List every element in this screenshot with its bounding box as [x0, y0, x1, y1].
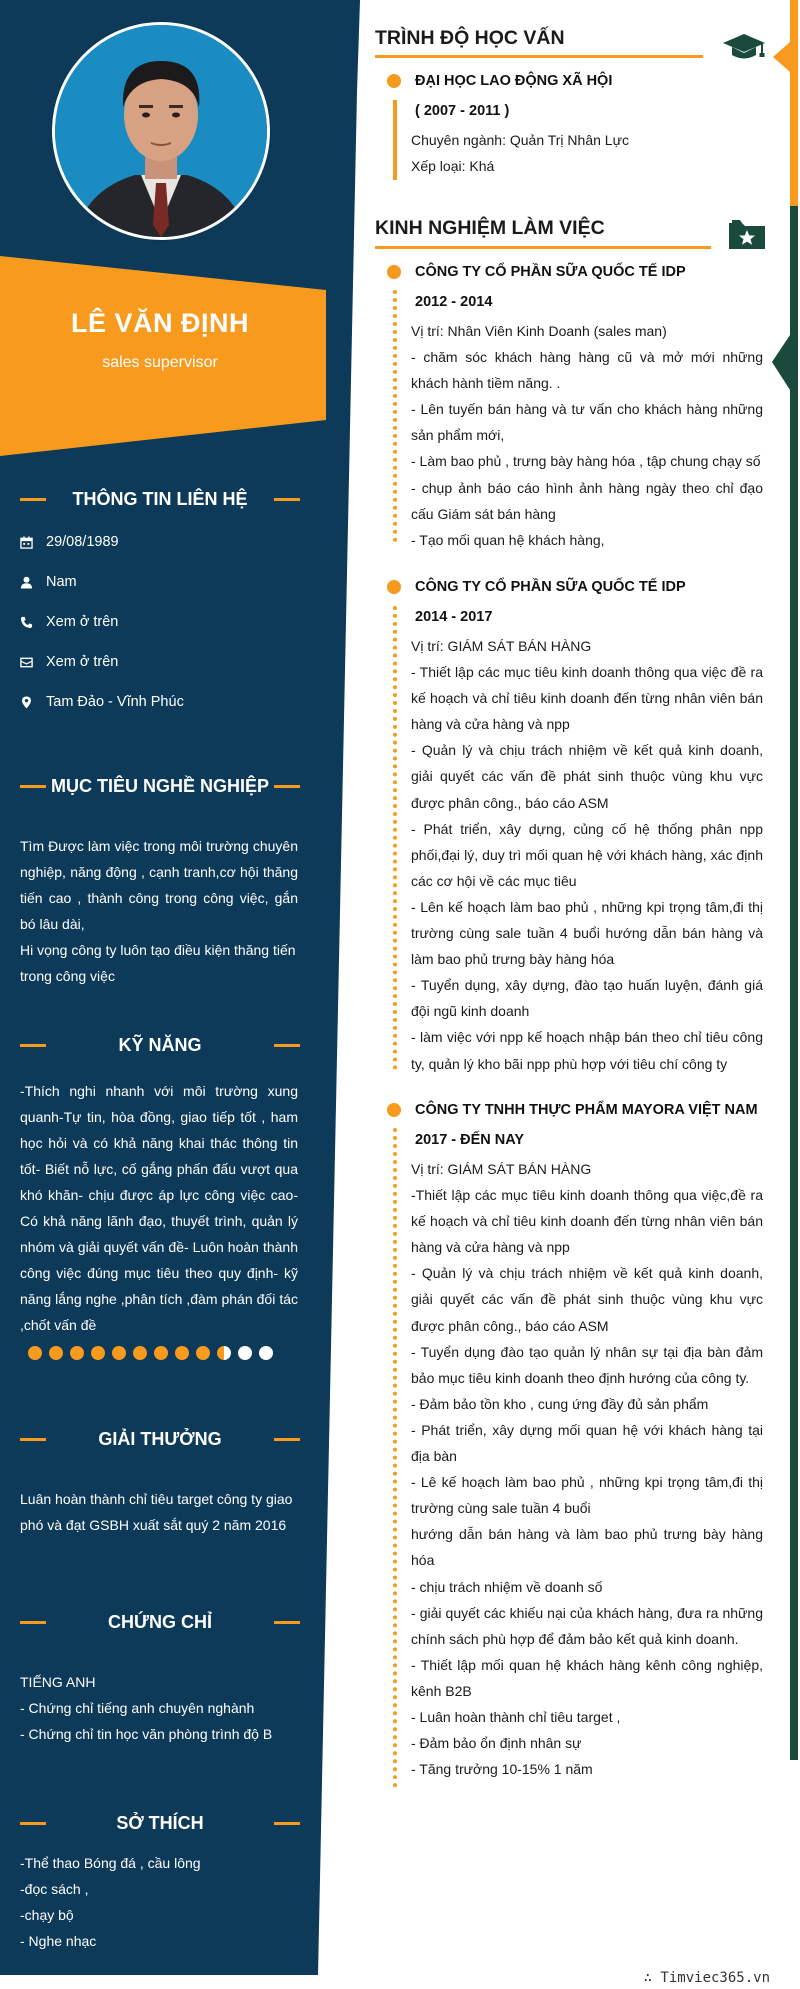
skills-text: -Thích nghi nhanh với môi trường xung quanh-Tự tin, hòa đồng, giao tiếp tốt , ham học hỏi và có khả năng khai thác thông tin tốt- Biết nỗ lực, cố gắng phấn đấu vượt qua khó khăn- chịu được áp lực công việc cao- Có khả năng lãnh đạo, thuyết trình, quản lý nhóm và giải quyết vấn đề- Luôn hoàn thành công việc đúng mục tiêu theo quy định- kỹ năng lắng nghe ,phân tích ,đàm phán đối tác ,chốt vấn đề: [20, 1083, 298, 1333]
job-1-timeline: [393, 290, 397, 542]
job-3-bullet: [387, 1103, 401, 1117]
avatar: [52, 22, 270, 240]
certificates-heading: CHỨNG CHỈ: [20, 1607, 300, 1637]
job-3-company: CÔNG TY TNHH THỰC PHẨM MAYORA VIỆT NAM: [415, 1102, 758, 1118]
skill-rating-dot: [259, 1346, 273, 1360]
contact-address: Tam Đảo - Vĩnh Phúc: [20, 691, 184, 713]
skill-rating-dot: [175, 1346, 189, 1360]
contact-heading: THÔNG TIN LIÊN HỆ: [20, 484, 300, 514]
job-3-timeline: [393, 1128, 397, 1788]
education-period: ( 2007 - 2011 ): [415, 103, 510, 119]
education-heading-underline: [375, 55, 703, 58]
certificates-text: TIẾNG ANH - Chứng chỉ tiếng anh chuyên nghành - Chứng chỉ tin học văn phòng trình độ B: [20, 1674, 273, 1742]
skill-rating-dot: [91, 1346, 105, 1360]
calendar-icon: [20, 536, 46, 549]
hobbies-heading: SỞ THÍCH: [20, 1808, 300, 1838]
user-icon: [20, 576, 46, 589]
skill-rating-dot: [217, 1346, 231, 1360]
graduation-cap-icon: [722, 32, 766, 64]
skill-rating-dot: [112, 1346, 126, 1360]
footer-brand: ∴ Timviec365.vn: [643, 1970, 770, 1986]
job-1-bullet: [387, 265, 401, 279]
objective-heading: MỤC TIÊU NGHỀ NGHIỆP: [20, 771, 300, 801]
folder-star-icon: [728, 218, 766, 250]
job-2-timeline: [393, 606, 397, 1070]
job-1-company: CÔNG TY CỔ PHẦN SỮA QUỐC TẾ IDP: [415, 264, 686, 280]
contact-birthday: 29/08/1989: [20, 531, 119, 553]
education-school: ĐẠI HỌC LAO ĐỘNG XÃ HỘI: [415, 73, 613, 89]
candidate-name: LÊ VĂN ĐỊNH: [70, 308, 249, 338]
phone-icon: [20, 616, 46, 629]
awards-text: Luân hoàn thành chỉ tiêu target công ty giao phó và đạt GSBH xuất sắt quý 2 năm 2016: [20, 1491, 293, 1533]
job-2-bullet: [387, 580, 401, 594]
education-timeline: [393, 100, 397, 180]
contact-gender: Nam: [20, 571, 77, 593]
candidate-job-title: sales supervisor: [102, 354, 218, 371]
skills-heading: KỸ NĂNG: [20, 1030, 300, 1060]
experience-heading: KINH NGHIỆM LÀM VIỆC: [375, 217, 605, 239]
education-details: Chuyên ngành: Quản Trị Nhân Lực Xếp loại: Khá: [411, 132, 629, 175]
contact-email: Xem ở trên: [20, 651, 118, 673]
envelope-icon: [20, 656, 46, 669]
left-sidebar: [0, 0, 320, 1989]
skill-rating-dot: [154, 1346, 168, 1360]
skill-rating-dot: [28, 1346, 42, 1360]
skill-rating-dot: [49, 1346, 63, 1360]
skill-rating-dot: [70, 1346, 84, 1360]
job-2-company: CÔNG TY CỔ PHẦN SỮA QUỐC TẾ IDP: [415, 579, 686, 595]
hobbies-text: -Thể thao Bóng đá , cầu lông -đọc sách , -chạy bộ - Nghe nhạc: [20, 1855, 201, 1949]
awards-heading: GIẢI THƯỞNG: [20, 1424, 300, 1454]
skill-rating-dot: [133, 1346, 147, 1360]
education-heading: TRÌNH ĐỘ HỌC VẤN: [375, 27, 565, 49]
objective-text: Tìm Được làm việc trong môi trường chuyên nghiệp, năng động , cạnh tranh,cơ hội thăng tiến cao , thành công trong công việc, gắn bó lâu dài, Hi vọng công ty luôn tạo điều kiện thăng tiến trong công việc: [20, 838, 298, 984]
job-2-details: Vị trí: GIÁM SÁT BÁN HÀNG - Thiết lập các mục tiêu kinh doanh thông qua việc đề ra kế hoạch và chỉ tiêu kinh doanh đến từng nhân viên bán hàng và cửa hàng và npp - Quản lý và chịu trách nhiệm về kết quả kinh doanh, giải quyết các vấn đề phát sinh thuộc vùng khu vực được phân công., báo cáo ASM - Phát triển, xây dựng, củng cố hệ thống phân npp phối,đại lý, duy trì mối quan hệ với khách hàng, xác định các cơ hội về các mục tiêu - Lên kế hoạch làm bao phủ , những kpi trọng tâm,đi thị trường cùng sale tuần 4 buổi hướng dẫn bán hàng và làm bao phủ trưng bày hàng hóa - Tuyển dụng, xây dựng, đào tạo huấn luyện, đánh giá đội ngũ kinh doanh - làm việc với npp kế hoạch nhập bán theo chỉ tiêu công ty, quản lý kho bãi npp phù hợp với tiêu chí công ty: [411, 638, 763, 1072]
job-1-period: 2012 - 2014: [415, 294, 493, 310]
education-bullet: [387, 74, 401, 88]
contact-phone: Xem ở trên: [20, 611, 118, 633]
map-pin-icon: [20, 696, 46, 709]
skill-rating: [28, 1346, 273, 1360]
experience-heading-underline: [375, 246, 711, 249]
job-3-period: 2017 - ĐẾN NAY: [415, 1132, 525, 1148]
skill-rating-dot: [238, 1346, 252, 1360]
skill-rating-dot: [196, 1346, 210, 1360]
job-1-details: Vị trí: Nhân Viên Kinh Doanh (sales man) - chăm sóc khách hàng hàng cũ và mở mới những khách hành tiềm năng. . - Lên tuyến bán hàng và tư vấn cho khách hàng những sản phẩm mới, - Làm bao phủ , trưng bày hàng hóa , tập chung chạy số - chụp ảnh báo cáo hình ảnh hàng ngày theo chỉ đạo cấu Giám sát bán hàng - Tạo mối quan hệ khách hàng,: [411, 323, 763, 548]
job-3-details: Vị trí: GIÁM SÁT BÁN HÀNG -Thiết lập các mục tiêu kinh doanh thông qua việc,đề ra kế hoạch và chỉ tiêu kinh doanh đến từng nhân viên bán hàng và cửa hàng và npp - Quản lý và chịu trách nhiệm về kết quả kinh doanh, giải quyết các vấn đề phát sinh thuộc vùng khu vực được phân công., báo cáo ASM - Tuyển dụng đào tạo quản lý nhân sự tại địa bàn đảm bảo mục tiêu kinh doanh theo định hướng của công ty. - Đảm bảo tồn kho , cung ứng đầy đủ sản phẩm - Phát triển, xây dựng mối quan hệ với khách hàng tại địa bàn - Lê kế hoạch làm bao phủ , những kpi trọng tâm,đi thị trường cùng sale tuần 4 buổi hướng dẫn bán hàng và làm bao phủ trưng bày hàng hóa - chịu trách nhiệm về doanh số - giải quyết các khiếu nại của khách hàng, đưa ra những chính sách phù hợp để đảm bảo kết quả kinh doanh. - Thiết lập mối quan hệ khách hàng kênh công nghiệp, kênh B2B - Luân hoàn thành chỉ tiêu target , - Đảm bảo ổn định nhân sự - Tăng trưởng 10-15% 1 năm: [411, 1161, 763, 1778]
job-2-period: 2014 - 2017: [415, 609, 493, 625]
